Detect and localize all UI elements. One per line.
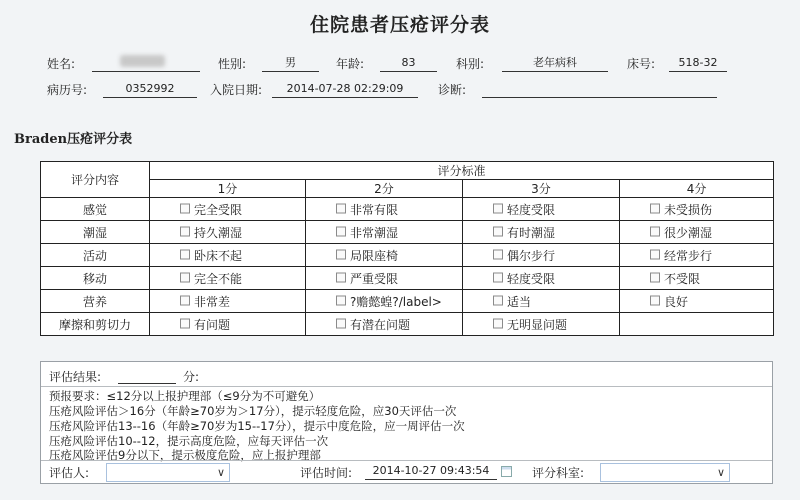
name-label: 姓名: xyxy=(47,57,76,71)
option-activity-2[interactable]: 局限座椅 xyxy=(306,244,463,267)
checkbox-icon[interactable] xyxy=(650,273,660,283)
option-nutrition-1[interactable]: 非常差 xyxy=(150,290,306,313)
option-nutrition-2[interactable]: ?赡懿蝗?/label> xyxy=(306,290,463,313)
option-activity-1[interactable]: 卧床不起 xyxy=(150,244,306,267)
admit-date-field: 2014-07-28 02:29:09 xyxy=(272,81,418,98)
option-friction-3[interactable]: 无明显问题 xyxy=(463,313,620,336)
checkbox-icon[interactable] xyxy=(336,250,346,260)
result-panel xyxy=(40,361,773,484)
checkbox-icon[interactable] xyxy=(493,250,503,260)
checkbox-icon[interactable] xyxy=(493,273,503,283)
gender-field: 男 xyxy=(262,55,319,72)
dept-field: 老年病科 xyxy=(502,55,608,72)
score-field xyxy=(118,367,176,384)
score-unit: 分: xyxy=(183,370,200,384)
option-moisture-2[interactable]: 非常潮湿 xyxy=(306,221,463,244)
checkbox-icon[interactable] xyxy=(180,204,190,214)
table-row xyxy=(41,267,774,290)
checkbox-icon[interactable] xyxy=(493,296,503,306)
option-sensation-2[interactable]: 非常有限 xyxy=(306,198,463,221)
checkbox-icon[interactable] xyxy=(180,273,190,283)
row-label-nutrition: 营养 xyxy=(41,290,150,313)
braden-section-title: Braden压疮评分表 xyxy=(14,132,133,147)
checkbox-icon[interactable] xyxy=(180,296,190,306)
checkbox-icon[interactable] xyxy=(650,250,660,260)
page-title: 住院患者压疮评分表 xyxy=(309,14,490,36)
option-nutrition-3[interactable]: 适当 xyxy=(463,290,620,313)
option-sensation-4[interactable]: 未受损伤 xyxy=(620,198,774,221)
header-score-1: 1分 xyxy=(150,180,306,198)
result-label: 评估结果: xyxy=(49,370,102,384)
checkbox-icon[interactable] xyxy=(180,227,190,237)
row-label-activity: 活动 xyxy=(41,244,150,267)
checkbox-icon[interactable] xyxy=(493,204,503,214)
checkbox-icon[interactable] xyxy=(180,250,190,260)
age-field: 83 xyxy=(380,55,437,72)
option-friction-2[interactable]: 有潜在问题 xyxy=(306,313,463,336)
table-row xyxy=(41,198,774,221)
checkbox-icon[interactable] xyxy=(493,319,503,329)
name-redaction xyxy=(120,55,165,67)
age-label: 年龄: xyxy=(336,57,365,71)
option-mobility-1[interactable]: 完全不能 xyxy=(150,267,306,290)
assessor-select[interactable] xyxy=(106,463,230,482)
rule-line: 预报要求：≤12分以上报护理部（≤9分为不可避免） xyxy=(49,389,321,403)
option-moisture-4[interactable]: 很少潮湿 xyxy=(620,221,774,244)
checkbox-icon[interactable] xyxy=(493,227,503,237)
row-label-moisture: 潮湿 xyxy=(41,221,150,244)
option-activity-4[interactable]: 经常步行 xyxy=(620,244,774,267)
header-score-3: 3分 xyxy=(463,180,620,198)
dept-select[interactable] xyxy=(600,463,730,482)
option-nutrition-4[interactable]: 良好 xyxy=(620,290,774,313)
header-item: 评分内容 xyxy=(41,162,150,198)
bed-field: 518-32 xyxy=(669,55,727,72)
row-label-sensation: 感觉 xyxy=(41,198,150,221)
bed-label: 床号: xyxy=(627,57,656,71)
header-score-4: 4分 xyxy=(620,180,774,198)
option-friction-empty xyxy=(620,313,774,336)
checkbox-icon[interactable] xyxy=(336,296,346,306)
rule-line: 压疮风险评估9分以下，提示极度危险，应上报护理部 xyxy=(49,448,321,462)
checkbox-icon[interactable] xyxy=(336,319,346,329)
option-activity-3[interactable]: 偶尔步行 xyxy=(463,244,620,267)
table-row xyxy=(41,313,774,336)
header-score-2: 2分 xyxy=(306,180,463,198)
option-mobility-2[interactable]: 严重受限 xyxy=(306,267,463,290)
option-sensation-1[interactable]: 完全受限 xyxy=(150,198,306,221)
divider xyxy=(41,386,772,387)
table-row xyxy=(41,244,774,267)
record-label: 病历号: xyxy=(47,83,88,97)
rule-line: 压疮风险评估＞16分（年龄≥70岁为＞17分），提示轻度危险，应30天评估一次 xyxy=(49,404,457,418)
admit-date-label: 入院日期: xyxy=(210,83,263,97)
row-label-friction: 摩擦和剪切力 xyxy=(41,313,150,336)
option-mobility-3[interactable]: 轻度受限 xyxy=(463,267,620,290)
checkbox-icon[interactable] xyxy=(336,273,346,283)
option-moisture-3[interactable]: 有时潮湿 xyxy=(463,221,620,244)
rule-line: 压疮风险评估13--16（年龄≥70岁为15--17分），提示中度危险，应一周评估一次 xyxy=(49,419,465,433)
checkbox-icon[interactable] xyxy=(336,227,346,237)
gender-label: 性别: xyxy=(218,57,247,71)
diagnosis-label: 诊断: xyxy=(438,83,467,97)
time-label: 评估时间: xyxy=(300,466,353,480)
checkbox-icon[interactable] xyxy=(336,204,346,214)
table-row xyxy=(41,221,774,244)
checkbox-icon[interactable] xyxy=(650,296,660,306)
dept-label: 科别: xyxy=(456,57,485,71)
rule-line: 压疮风险评估10--12，提示高度危险，应每天评估一次 xyxy=(49,434,329,448)
option-sensation-3[interactable]: 轻度受限 xyxy=(463,198,620,221)
diagnosis-field xyxy=(482,81,717,98)
checkbox-icon[interactable] xyxy=(180,319,190,329)
record-field: 0352992 xyxy=(103,81,197,98)
divider xyxy=(41,460,772,461)
checkbox-icon[interactable] xyxy=(650,227,660,237)
table-row xyxy=(41,290,774,313)
checkbox-icon[interactable] xyxy=(650,204,660,214)
option-mobility-4[interactable]: 不受限 xyxy=(620,267,774,290)
assessor-label: 评估人: xyxy=(49,466,90,480)
calendar-icon[interactable] xyxy=(501,466,512,477)
chevron-down-icon: ∨ xyxy=(216,466,225,479)
option-friction-1[interactable]: 有问题 xyxy=(150,313,306,336)
chevron-down-icon: ∨ xyxy=(716,466,725,479)
dept-select-label: 评分科室: xyxy=(532,466,585,480)
row-label-mobility: 移动 xyxy=(41,267,150,290)
braden-table xyxy=(40,161,774,336)
header-standard: 评分标准 xyxy=(150,162,774,180)
option-moisture-1[interactable]: 持久潮湿 xyxy=(150,221,306,244)
time-field[interactable]: 2014-10-27 09:43:54 xyxy=(365,463,497,480)
